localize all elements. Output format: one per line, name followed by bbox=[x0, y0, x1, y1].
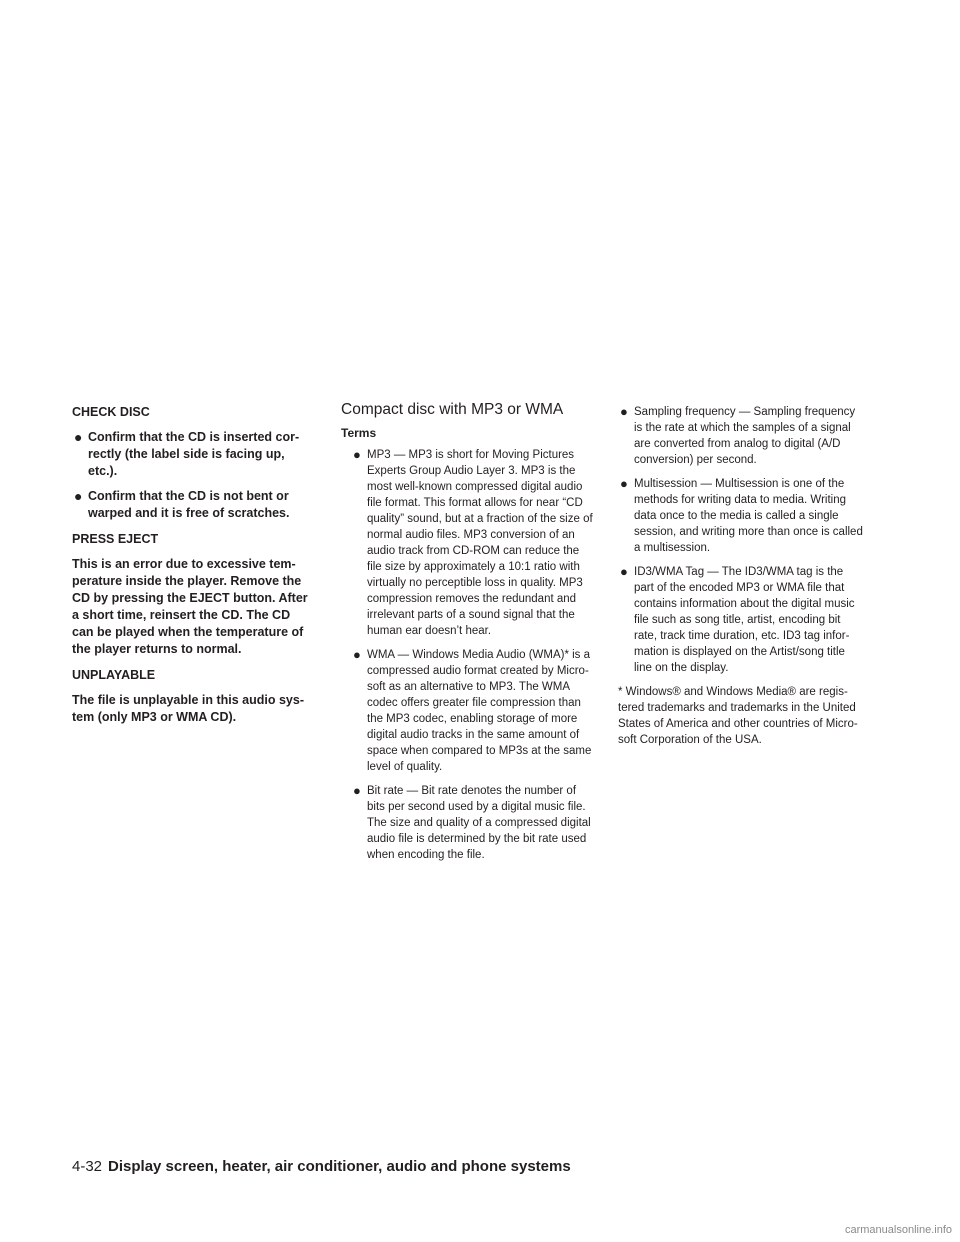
check-bullet-2 bbox=[74, 488, 332, 522]
press-eject-paragraph: This is an error due to excessive tem- perature inside the player. Remove the CD by pressing the EJECT button. After a short time, reinsert the CD. The CD can be played when the temperature of the player returns to normal. bbox=[72, 557, 308, 656]
term-wma-text: WMA — Windows Media Audio (WMA)* is a compressed audio format created by Micro- soft as an alternative to MP3. The WMA codec offers greater file compression than the MP3 codec, enabling storage of more digital audio tracks in the same amount of space when compared to MP3s at the same level of quality. bbox=[367, 649, 592, 773]
unplayable-paragraph: The file is unplayable in this audio sys- tem (only MP3 or WMA CD). bbox=[72, 693, 304, 724]
watermark: carmanualsonline.info bbox=[844, 1224, 952, 1236]
unplayable-heading: UNPLAYABLE bbox=[72, 668, 156, 682]
page-number: 4-32 bbox=[72, 1158, 103, 1175]
bullet-dot-icon: ● bbox=[620, 564, 628, 579]
check-bullet-1 bbox=[74, 429, 332, 480]
page-footer bbox=[72, 1157, 571, 1177]
term-bit-rate-text: Bit rate — Bit rate denotes the number of bits per second used by a digital music file. The size and quality of a compressed digital audio file is determined by the bit rate used when encoding the file. bbox=[367, 785, 591, 861]
bullet-dot-icon: ● bbox=[353, 783, 361, 798]
bullet-dot-icon: ● bbox=[74, 429, 83, 445]
unplayable-text bbox=[72, 692, 332, 726]
bullet-dot-icon: ● bbox=[620, 404, 628, 419]
bullet-dot-icon: ● bbox=[353, 647, 361, 662]
press-eject-text bbox=[72, 556, 332, 658]
section-title: Compact disc with MP3 or WMA bbox=[341, 401, 564, 418]
trademark-footnote-text: * Windows® and Windows Media® are regis- tered trademarks and trademarks in the United States of America and other countries of Micro- soft Corporation of the USA. bbox=[618, 686, 858, 746]
column-right bbox=[618, 404, 878, 748]
bullet-dot-icon: ● bbox=[620, 476, 628, 491]
trademark-footnote bbox=[618, 684, 878, 748]
check-disc-heading: CHECK DISC bbox=[72, 405, 150, 419]
term-mp3-text: MP3 — MP3 is short for Moving Pictures Experts Group Audio Layer 3. MP3 is the most well-known compressed digital audio file format. This format allows for near “CD quality” sound, but at a fraction of the size of normal audio files. MP3 conversion of an audio track from CD-ROM can reduce the file size by approximately a 10:1 ratio with virtually no perceptible loss in quality. MP3 compression removes the redundant and irrelevant parts of a sound signal that the human ear doesn’t hear. bbox=[367, 449, 593, 637]
bullet-dot-icon: ● bbox=[74, 488, 83, 504]
term-sampling-frequency bbox=[620, 404, 878, 468]
bullet-dot-icon: ● bbox=[353, 447, 361, 462]
press-eject-heading: PRESS EJECT bbox=[72, 532, 159, 546]
term-sampling-frequency-text: Sampling frequency — Sampling frequency is the rate at which the samples of a signal are converted from analog to digital (A/D conversion) per second. bbox=[634, 406, 856, 466]
column-left bbox=[72, 404, 332, 735]
check-bullet-2-text: Confirm that the CD is not bent or warped and it is free of scratches. bbox=[88, 489, 290, 520]
term-multisession bbox=[620, 476, 878, 556]
check-bullet-1-text: Confirm that the CD is inserted cor- rectly (the label side is facing up, etc.). bbox=[88, 430, 300, 478]
term-wma bbox=[353, 647, 601, 775]
term-mp3 bbox=[353, 447, 601, 639]
term-id3-wma-tag-text: ID3/WMA Tag — The ID3/WMA tag is the part of the encoded MP3 or WMA file that contains information about the digital music file such as song title, artist, encoding bit rate, track time duration, etc. ID3 tag infor- mation is displayed on the Artist/song title line on the display. bbox=[634, 566, 855, 674]
column-middle bbox=[341, 400, 601, 871]
term-multisession-text: Multisession — Multisession is one of the methods for writing data to media. Writing data once to the media is called a single session, and writing more than once is called a multisession. bbox=[634, 478, 863, 554]
term-bit-rate bbox=[353, 783, 601, 863]
chapter-title: Display screen, heater, air conditioner, audio and phone systems bbox=[108, 1158, 571, 1175]
term-id3-wma-tag bbox=[620, 564, 878, 676]
terms-subheading: Terms bbox=[341, 426, 377, 440]
